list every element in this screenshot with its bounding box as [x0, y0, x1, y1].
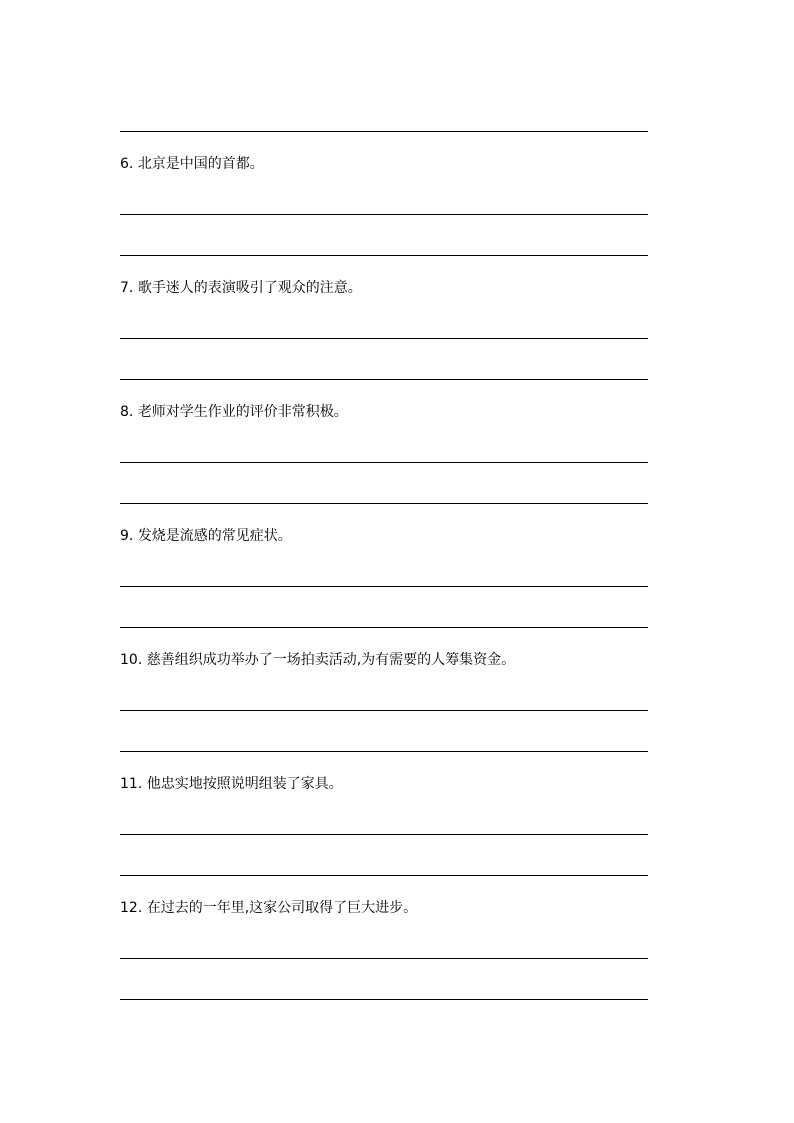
- answer-line: [120, 131, 648, 132]
- question-number: 8.: [120, 404, 134, 420]
- question-text: 他忠实地按照说明组装了家具。: [146, 776, 343, 792]
- question-7: [120, 279, 362, 297]
- question-text: 在过去的一年里,这家公司取得了巨大进步。: [146, 900, 418, 916]
- answer-line[interactable]: [120, 958, 648, 959]
- question-number: 12.: [120, 900, 143, 916]
- question-6: [120, 155, 264, 173]
- answer-line[interactable]: [120, 462, 648, 463]
- question-number: 6.: [120, 156, 134, 172]
- answer-line[interactable]: [120, 751, 648, 752]
- answer-line[interactable]: [120, 627, 648, 628]
- answer-line[interactable]: [120, 214, 648, 215]
- question-text: 歌手迷人的表演吸引了观众的注意。: [137, 280, 362, 296]
- answer-line[interactable]: [120, 379, 648, 380]
- question-11: [120, 775, 343, 793]
- answer-line[interactable]: [120, 586, 648, 587]
- question-text: 北京是中国的首都。: [137, 156, 264, 172]
- question-text: 老师对学生作业的评价非常积极。: [137, 404, 348, 420]
- question-number: 9.: [120, 528, 134, 544]
- answer-line[interactable]: [120, 338, 648, 339]
- question-text: 慈善组织成功举办了一场拍卖活动,为有需要的人筹集资金。: [146, 652, 516, 668]
- answer-line[interactable]: [120, 834, 648, 835]
- question-number: 10.: [120, 652, 143, 668]
- answer-line[interactable]: [120, 710, 648, 711]
- question-8: [120, 403, 348, 421]
- question-text: 发烧是流感的常见症状。: [137, 528, 292, 544]
- question-10: [120, 651, 515, 669]
- answer-line[interactable]: [120, 255, 648, 256]
- question-number: 7.: [120, 280, 134, 296]
- answer-line[interactable]: [120, 875, 648, 876]
- question-9: [120, 527, 292, 545]
- question-number: 11.: [120, 776, 143, 792]
- answer-line[interactable]: [120, 999, 648, 1000]
- answer-line[interactable]: [120, 503, 648, 504]
- question-12: [120, 899, 417, 917]
